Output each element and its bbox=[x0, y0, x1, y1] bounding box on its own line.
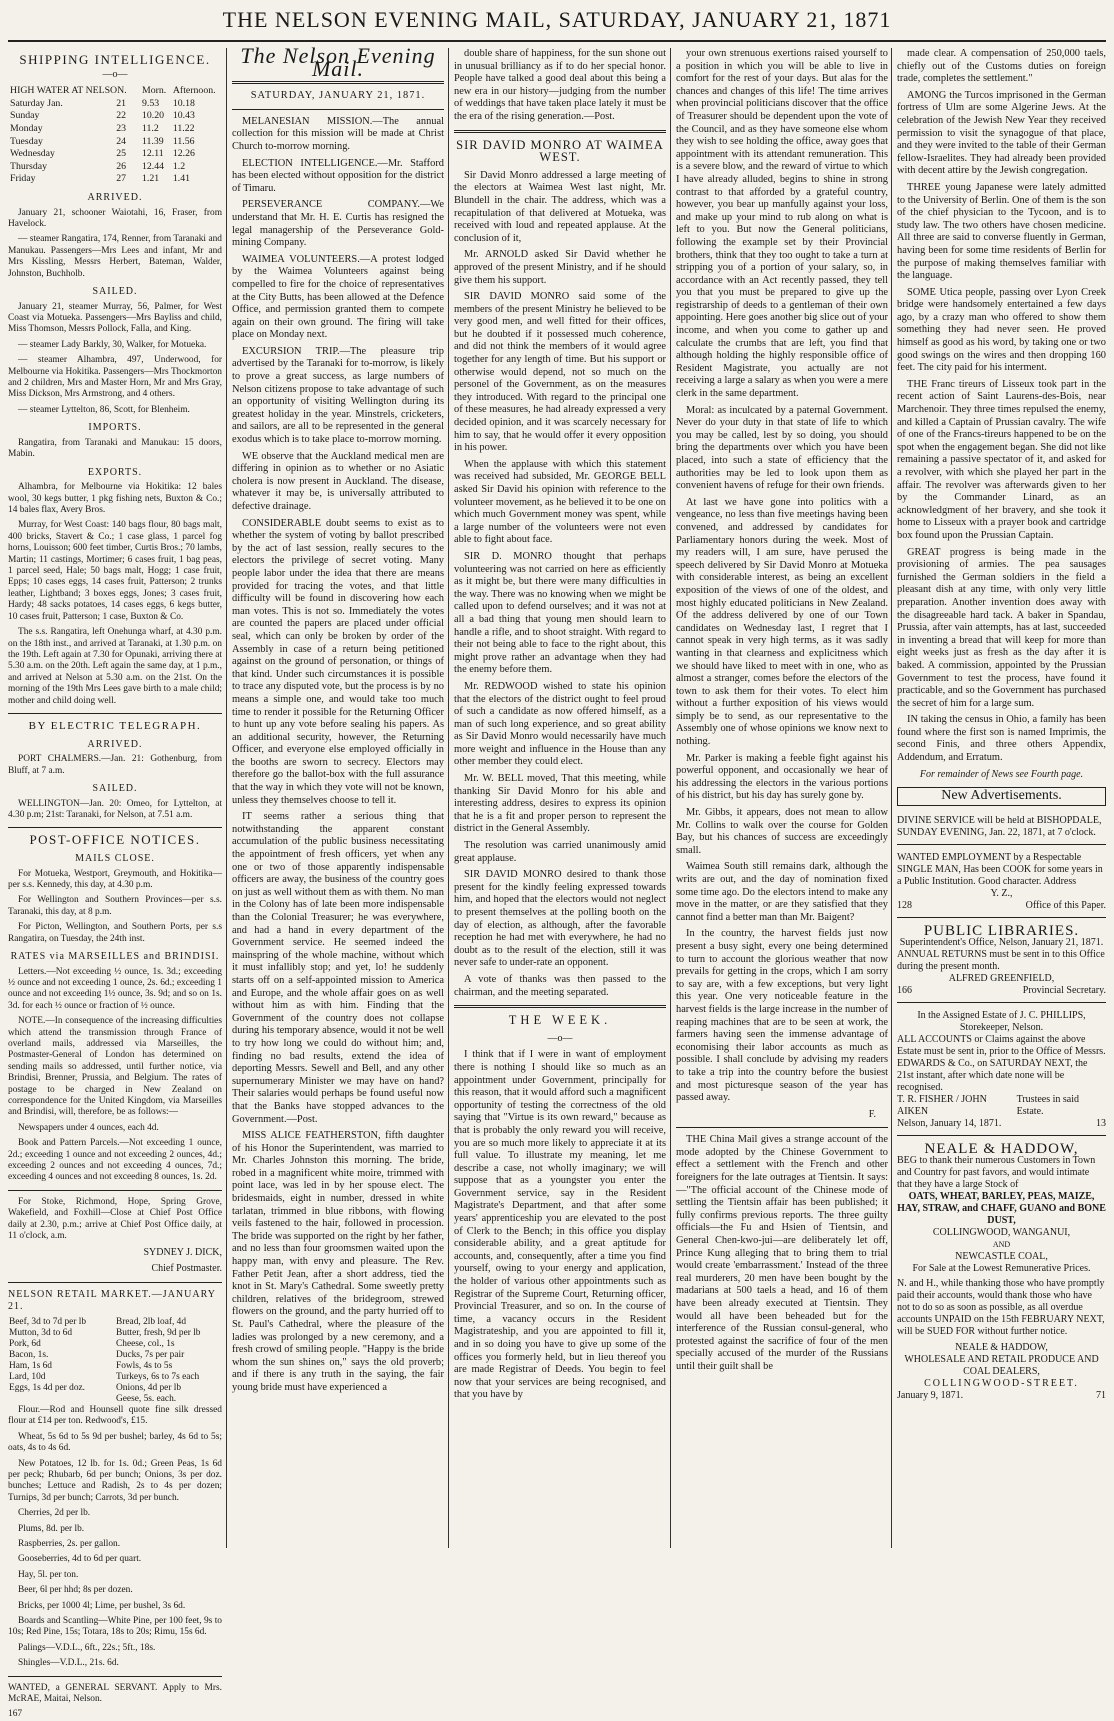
market-title: NELSON RETAIL MARKET.—JANUARY 21. bbox=[8, 1288, 216, 1313]
market-note: Cherries, 2d per lb. bbox=[18, 1508, 91, 1519]
tide-cell: 1.2 bbox=[172, 160, 186, 172]
imports-heading: IMPORTS. bbox=[88, 422, 142, 434]
news-paragraph: THREE young Japanese were lately admitted to the University of Berlin. One of them is the son of the chief physician to the Tycoon, and is to study law. The two others have chosen medicine. All three are said to converse fluently in German, having been for some time residents of Berlin for the purpose of making themselves familiar with the language. bbox=[897, 181, 1106, 282]
ad-address: Y. Z., bbox=[990, 887, 1013, 899]
tide-cell: Tuesday bbox=[10, 135, 43, 147]
export-entry: Murray, for West Coast: 140 bags flour, 80 bags malt, 400 bricks, Stavert & Co.; 1 case glass, 1 parcel fog horns, Louisson; 600 feet timber, Curtis Bros.; 70 lambs, Martin; 11 castings, Mortimer; 6 cases fruit, 1 bag peas, 1 parcel seed, Hale; 50 bags malt, Hogg; 1 case fruit, Epps; 10 cases eggs, 14 cases fruit, Patterson; 2 trunks leather, Lightband; 3 boxes eggs, Jones; 3 cases fruit, Hardy; 48 sacks potatoes, 14 cases eggs, 6 kegs butter, 10 cases fruit, Patterson; 1 case, Buxton & Co. bbox=[8, 520, 222, 622]
monro-paragraph: Mr. ARNOLD asked Sir David whether he approved of the present Ministry, and if he should give them his support. bbox=[454, 249, 666, 286]
news-paragraph: WE observe that the Auckland medical men are differing in opinion as to whether or no Asiatic cholera is now present in Auckland. The disease, whatever it may be, is universally attributed to defective drainage. bbox=[232, 450, 444, 512]
ad-text: ALL ACCOUNTS or Claims against the above Estate must be sent in, prior to the Office of Messrs. EDWARDS & Co., on SATURDAY NEXT, the 21st instant, after which date none will be recognised. bbox=[897, 1033, 1106, 1093]
tide-cell: 12.26 bbox=[172, 148, 195, 160]
column-rule bbox=[670, 48, 671, 1548]
tide-cell: 11.56 bbox=[172, 135, 195, 147]
monro-paragraph: SIR D. MONRO thought that perhaps volunteering was not carried on here as efficiently as it might be, but there were many difficulties in the way. There was no knowing when we might be called upon to defend ourselves; and it was not at all a bad thing that young men should learn to handle a rifle, and to shoot straight. With regard to their not being able to face to the right about, this might prove rather an advantage when they had the enemy before them. bbox=[454, 550, 666, 676]
column-rule bbox=[448, 48, 449, 1548]
market-cell: Lard, 10d bbox=[9, 1371, 46, 1382]
new-advertisements-title: New Advertisements. bbox=[897, 787, 1106, 806]
ad-text: DIVINE SERVICE will be held at BISHOPDALE, SUNDAY EVENING, Jan. 22, 1871, at 7 o'clock. bbox=[897, 814, 1102, 838]
rate-entry: Newspapers under 4 ounces, each 4d. bbox=[18, 1122, 159, 1133]
news-paragraph: WAIMEA VOLUNTEERS.—A protest lodged by the Waimea Volunteers against being compelled to fire for the choice of representatives at the City Butts, has been allowed at the Defence Office, and permission granted them to compete again on their own ground. The firing will take place on Monday next. bbox=[232, 253, 444, 341]
week-paragraph: Mr. Gibbs, it appears, does not mean to allow Mr. Collins to walk over the course for Golden Bay, but his chances of success are exceedingly small. bbox=[676, 807, 888, 856]
news-paragraph: SOME Utica people, passing over Lyon Creek bridge were handsomely entertained a few days ago, by a crazy man who offered to show them something they had never seen. He proved himself as good as his word, by taking one or two good swings on the wires and then dropping 160 feet. The city paid for his interment. bbox=[897, 286, 1106, 374]
ad-trustee-label: Trustees in said Estate. bbox=[1016, 1093, 1080, 1117]
tide-cell: 22 bbox=[116, 110, 126, 122]
ad-footer-trade: WHOLESALE AND RETAIL PRODUCE AND COAL DEALERS, bbox=[904, 1353, 1099, 1377]
monro-paragraph: When the applause with which this statement was received had subsided, Mr. GEORGE BELL asked Sir David his opinion with reference to the volunteer movement, as he believed it to be one on which much Government money was spent, while a large number of the volunteers were not even able to fight about face. bbox=[454, 458, 666, 546]
market-row bbox=[8, 1317, 222, 1328]
arrival-entry: — steamer Rangatira, 174, Renner, from Taranaki and Manukau. Passengers—Mrs Lees and infant, Mr and Mrs Kissling, Messrs Herbert, Bateman, Walder, Johnston, Buchholb. bbox=[8, 234, 222, 279]
ad-notice: N. and H., while thanking those who have promptly paid their accounts, would thank those who have not to do so as soon as possible, as all overdue accounts UNPAID on the 15th FEBRUARY NEXT, will be SUED FOR without further notice. bbox=[897, 1277, 1105, 1337]
news-paragraph: IN taking the census in Ohio, a family has been found where the first son is named Imprimis, the second Finis, and three others Appendix, Addendum, and Erratum. bbox=[897, 714, 1106, 764]
monro-paragraph: Sir David Monro addressed a large meeting of the electors at Waimea West last night, Mr. Blundell in the chair. The address, which was a recapitulation of that delivered at Motueka, was received with loud and repeated applause. At the conclusion of it, bbox=[454, 169, 666, 244]
week-paragraph: Moral: as inculcated by a paternal Government. Never do your duty in that state of life to which you may be called, lest by so doing, you should bring the departments over which you have been placed, into such a state of efficiency that the authorities may be led to look upon them as convenient havens of refuge for their own friends. bbox=[676, 404, 888, 492]
market-row bbox=[8, 1372, 222, 1383]
sailing-entry: — steamer Alhambra, 497, Underwood, for Melbourne via Hokitika. Passengers—Mrs Thockmorton and 2 children, Mrs and Master Horn, Mr and Mrs Gray, Miss Dickson, Mrs Armstrong, and 4 others. bbox=[8, 355, 222, 400]
tide-cell: 10.20 bbox=[141, 110, 165, 122]
post-office-title: POST-OFFICE NOTICES. bbox=[29, 832, 201, 848]
masthead: THE NELSON EVENING MAIL, SATURDAY, JANUARY 21, 1871 bbox=[222, 7, 892, 32]
monro-paragraph: A vote of thanks was then passed to the chairman, and the meeting separated. bbox=[454, 973, 666, 998]
ad-number: 71 bbox=[1096, 1389, 1106, 1401]
tide-cell: 11.2 bbox=[141, 122, 159, 134]
ad-coal: COLLINGWOOD, WANGANUI, bbox=[932, 1226, 1071, 1238]
news-paragraph: MELANESIAN MISSION.—The annual collection for this mission will be made at Christ Church to-morrow morning. bbox=[232, 115, 444, 152]
tel-arrived-heading: ARRIVED. bbox=[87, 738, 143, 750]
tide-cell: 23 bbox=[116, 122, 126, 134]
tide-cell: 11.22 bbox=[172, 122, 195, 134]
tide-cell: 12.11 bbox=[141, 148, 164, 160]
rate-entry: NOTE.—In consequence of the increasing difficulties which attend the transmission through France of overland mails, addressed via Marseilles, the Postmaster-General of London has determined on sending mails so addressed, until further notice, via Brindisi, Brenner, Prussia, and Belgium. The rates of postage to be charged in New Zealand on correspondence for the United Kingdom, via Marseilles and Brindisi, will, therefore, be as follows:— bbox=[8, 1016, 222, 1118]
market-cell: Fowls, 4s to 5s bbox=[116, 1360, 173, 1371]
postmaster-title: Chief Postmaster. bbox=[151, 1263, 222, 1275]
tide-header-cell: HIGH WATER AT NELSON. bbox=[10, 85, 127, 97]
news-paragraph: PERSEVERANCE COMPANY.—We understand that Mr. H. E. Curtis has resigned the legal managership of the Perseverance Gold-mining Company. bbox=[232, 199, 444, 249]
mail-entry: For Motueka, Westport, Greymouth, and Hokitika—per s.s. Kennedy, this day, at 4.30 p.m. bbox=[8, 868, 222, 890]
tide-row bbox=[8, 98, 222, 111]
tel-sailed-heading: SAILED. bbox=[92, 782, 138, 794]
arrived-heading: ARRIVED. bbox=[87, 191, 143, 203]
monro-paragraph: SIR DAVID MONRO desired to thank those present for the kindly feeling expressed towards him, and hoped that the electors would not neglect to present themselves at the polling booth on the day of election, as although, after the favorable reception he had met with everywhere, he had no doubt as to the result of the election, still it was never safe to under-rate an opponent. bbox=[454, 869, 666, 969]
week-paragraph: your own strenuous exertions raised yourself to a position in which you will be able to live in comfort for the rest of your days. But alas for the chances and changes of this life! The time arrives when provincial politicians discover that the office of Treasurer should be dependent upon the vote of the Council, and as they have someone else whom they wish to see holding the office, away goes that appointment with its attendant remuneration. This is a severe blow, and the reward of virtue to which I have already alluded, begins to shine in strong contrast to that afforded by a grateful country, however, you bear up manfully against your loss, and make up your mind to rub along on what is left to you. But now the General politicians, following the example set by their Provincial brothers, think that they too ought to take a turn at stripping you of a portion of your salary, so, in accordance with an Act recently passed, they tell you that you must be prepared to give up the registrarship of deeds to a gentleman of their own appointing. Here goes another big slice out of your income, and when you come to gather up and calculate the crumbs that are left, you find that although holding the highly responsible office of Resident Magistrate, you actually are not receiving a large a salary as when you were a mere clerk in the same department. bbox=[676, 48, 888, 400]
tide-cell: 10.43 bbox=[172, 110, 195, 122]
export-entry: Alhambra, for Melbourne via Hokitika: 12 bales wool, 30 kegs butter, 1 pkg fishing nets, Buxton & Co.; 14 bales flax, Avery Bros. bbox=[8, 482, 222, 516]
servant-ad-number: 167 bbox=[8, 1709, 23, 1720]
paper-title: The Nelson Evening Mail. bbox=[240, 43, 436, 81]
market-row bbox=[8, 1339, 222, 1350]
sailed-heading: SAILED. bbox=[92, 285, 138, 297]
market-note: Gooseberries, 4d to 6d per quart. bbox=[18, 1554, 142, 1565]
rate-entry: Book and Pattern Parcels.—Not exceeding 1 ounce, 2d.; exceeding 1 ounce and not exceeding 2 ounces, 4d.; exceeding 2 ounces and not exceeding 4 ounces, 7d.; exceeding 4 ounces and not exceeding 8 ounces, 1s. 2d. bbox=[8, 1138, 222, 1183]
news-paragraph: THE Franc tireurs of Lisseux took part in the recent action of Saint Laurens-des-Bois, near Marchenoir. They three times repulsed the enemy, and killed a Captain of Prussian cavalry. The wife of one of the Francs-tireurs happened to be on the spot when the engagement began. She did not like remaining a passive spectator of it, and asked for a revolver, with which she played her part in the affair. The revolver was afterwards given to her by the Commander Linard, as an acknowledgment of her bravery, and she took it home to Lisseux with a prayer book and cartridge box found upon the Prussian Captain. bbox=[897, 378, 1106, 541]
rates-heading: RATES via MARSEILLES and BRINDISI. bbox=[10, 950, 220, 962]
market-note: Palings—V.D.L., 6ft., 22s.; 5ft., 18s. bbox=[18, 1642, 156, 1653]
column-1 bbox=[8, 48, 222, 1720]
tide-cell: 9.53 bbox=[141, 97, 160, 109]
mail-entry: For Wellington and Southern Provinces—per s.s. Taranaki, this day, at 8 p.m. bbox=[8, 895, 222, 917]
tel-sailed-text: WELLINGTON—Jan. 20: Omeo, for Lyttelton, at 4.30 p.m; 21st: Taranaki, for Nelson, at 7.51 a.m. bbox=[8, 798, 222, 820]
column-rule bbox=[226, 48, 227, 1548]
market-note: Bricks, per 1000 4l; Lime, per bushel, 3s 6d. bbox=[18, 1600, 186, 1611]
mail-entry: For Picton, Wellington, and Southern Ports, per s.s Rangatira, on Tuesday, the 24th inst. bbox=[8, 922, 222, 944]
column-4 bbox=[676, 48, 888, 1548]
news-paragraph: MISS ALICE FEATHERSTON, fifth daughter of his Honor the Superintendent, was married to Mr. Charles Johnston this morning. The bride, robed in a magnificent white moire, trimmed with point lace, was led in by her spouse elect. The bridesmaids, eight in number, dressed in white tarlatan, trimmed in blue ribbons, with flowing veils fastened to the hair, followed in procession. The bride was supported on the right by her father, and no less than four groomsmen waited upon the happy man, with envy and pleasure. The Rev. Father Petit Jean, after a short address, tied the knot in St. Mary's Cathedral. Some sweetly pretty children, relatives of the bridegroom, strewed flowers on the ground, and the party hurried off to St. Paul's Cathedral, where the pleasure of the ladies was prolonged by a new ceremony, and a fresh crowd of smiling people. "Happy is the bride whom the sun shines on," says the old proverb; and if there is any truth in the saying, the fair young bride must have experienced a bbox=[232, 1130, 444, 1393]
ad-number: 13 bbox=[1096, 1117, 1106, 1129]
tide-row bbox=[8, 148, 222, 161]
column-2 bbox=[232, 43, 444, 1548]
market-cell: Cheese, col., 1s bbox=[116, 1338, 175, 1349]
market-cell: Eggs, 1s 4d per doz. bbox=[9, 1382, 86, 1393]
tide-cell: Monday bbox=[10, 122, 43, 134]
news-paragraph: GREAT progress is being made in the provisioning of armies. The pea sausages furnished the German soldiers in the field a pleasant dish at any time, with only very little preparation. Another invention does away with the disagreeable hard tack. A baker in Spandau, Prussia, after vain attempts, has at last, succeeded in inventing a bread that will keep for more than eight weeks just as fresh as the day after it is baked. A commission, appointed by the Prussian Government to test the process, have found it practicable, and so the Government has purchased the secret of him for a large sum. bbox=[897, 546, 1106, 709]
column-3 bbox=[454, 48, 666, 1548]
week-paragraph: Waimea South still remains dark, although the writs are out, and the day of nomination fixed some time ago. Do the electors intend to make any move in the matter, or are they satisfied that they cannot find a better man than Mr. Baigent? bbox=[676, 861, 888, 923]
ad-goods: OATS, WHEAT, BARLEY, PEAS, MAIZE, HAY, STRAW, and CHAFF, GUANO and BONE DUST, bbox=[897, 1190, 1106, 1226]
ad-heading: In the Assigned Estate of J. C. PHILLIPS, Storekeeper, Nelson. bbox=[917, 1009, 1086, 1033]
tide-row bbox=[8, 123, 222, 136]
ad-date: Nelson, January 14, 1871. bbox=[897, 1117, 1002, 1129]
tide-cell: 25 bbox=[116, 148, 126, 160]
market-cell: Bacon, 1s. bbox=[9, 1349, 49, 1360]
monro-paragraph: Mr. REDWOOD wished to state his opinion that the electors of the district ought to feel proud of such a candidate as now offered himself, as a man of such long experience, and so great ability as Sir David Monro would necessarily have much more weight and influence in the House than any other member they could elect. bbox=[454, 680, 666, 768]
tide-cell: 27 bbox=[116, 173, 126, 185]
ad-title: PUBLIC LIBRARIES. bbox=[923, 922, 1080, 939]
market-cell bbox=[8, 1394, 115, 1405]
market-note: Shingles—V.D.L., 21s. 6d. bbox=[18, 1658, 119, 1669]
week-paragraph: In the country, the harvest fields just now present a busy sight, every one being determined to turn to account the glorious weather that now prevails for getting in the crops, which I am sorry to say are, with a few exceptions, but very light this year. One very noticeable feature in the harvest fields is the large increase in the number of reaping machines that are to be seen at work, the farmers having seen the immense advantage of economising their labor accounts as much as possible. I shall conclude by advising my readers to take a trip into the country before the busiest and most picturesque season of the year has passed away. bbox=[676, 928, 888, 1104]
tide-cell: 24 bbox=[116, 135, 126, 147]
ad-public-libraries bbox=[897, 922, 1106, 1003]
rate-entry: Letters.—Not exceeding ½ ounce, 1s. 3d.; exceeding ½ ounce and not exceeding 1 ounce, 2s. 6d.; exceeding 1 ounce and not exceeding 1½ ounce, 3s. 9d; and so on 1s. 3d. for each ½ ounce or fraction of ½ ounce. bbox=[8, 966, 222, 1011]
ad-text: WANTED EMPLOYMENT by a Respectable SINGLE MAN, Has been COOK for some years in a Public Institution. Good character. Address bbox=[897, 851, 1103, 887]
column-5 bbox=[897, 48, 1106, 1548]
exports-heading: EXPORTS. bbox=[87, 466, 143, 478]
week-paragraph: I think that if I were in want of employment there is nothing I should like so much as an appointment under Government, principally for this reason, that it would afford such a magnificent opportunity of testing the correctness of the old saying that "Virtue is its own reward," because as that is probably the only reward you will receive, you are so much more likely to appreciate it at its full value. To illustrate my meaning, let me describe a case, not wholly imaginary; we will suppose that as a youngster you enter the Government service, say in the Resident Magistrate's Department, and that after some years' apprenticeship you are elevated to the post of Clerk to the Bench; in this office you display considerable ability, and a great aptitude for accounts, and, consequently, after a time you find yourself, owing to your energy and application, the holder of various other appointments such as Registrar of the Supreme Court, Returning officer, Provincial Treasurer, and so on. In the course of time, a vacancy occurs in the Resident Magistrateship, and you are appointed to fill it, and in so doing you have to give up some of the offices you formerly held, but in lieu thereof you are made Registrar of Deeds. You begin to feel now that your services are being recognised, and that you have by bbox=[454, 1049, 666, 1401]
market-note: Beer, 6l per hhd; 8s per dozen. bbox=[18, 1585, 133, 1596]
rangatira-note: The s.s. Rangatira, left Onehunga wharf, at 4.30 p.m. on the 18th inst., and arrived at Taranaki, at 1.30 p.m. on the 19th. Left again at 7.30 for Opunaki, arriving there at 5.30 a.m. on the 20th. Left again the same day, at 1 p.m., and arrived at Nelson at 5.30 a.m. on the 21st. On the morning of the 19th Mrs Lees gave birth to a male child; mother and child doing well. bbox=[8, 627, 222, 706]
ad-wanted-employment bbox=[897, 849, 1106, 918]
monro-paragraph: Mr. W. BELL moved, That this meeting, while thanking Sir David Monro for his able and interesting address, desires to express its opinion that he is a fit and proper person to represent the district in the General Assembly. bbox=[454, 773, 666, 835]
ad-coal: NEWCASTLE COAL, bbox=[955, 1250, 1048, 1262]
divider: —o— bbox=[547, 1032, 573, 1044]
ad-role: Provincial Secretary. bbox=[1022, 984, 1106, 996]
tide-cell: Saturday Jan. bbox=[10, 97, 63, 109]
market-note: Raspberries, 2s. per gallon. bbox=[18, 1538, 121, 1549]
tide-cell: Sunday bbox=[10, 110, 40, 122]
china-paragraph: THE China Mail gives a strange account of the mode adopted by the Chinese Government to effect a settlement with the French and other foreigners for the late outrages at Tientsin. It says:—"The official account of the Chinese mode of settling the Tientsin affair has been published; it fully confirms previous reports. The three guilty officials—the Fu and Hsien of Tientsin, and General Chen-kwo-jui—are deliberately let off, Prince Kung alleging that to bring them to trial would create 'embarrassment.' Instead of the three real murderers, 20 men have been bought by the madarians at 500 taels a head, and 16 of them have been already executed at Tientsin. They would all have been beheaded but for the interference of the Russian consul-general, who protested against the sacrifice of four of the men specially accused of the murder of the Russians until their guilt shall be bbox=[676, 1134, 888, 1372]
masthead-rule bbox=[8, 40, 1106, 42]
tide-cell: 1.21 bbox=[141, 173, 160, 185]
news-paragraph: AMONG the Turcos imprisoned in the German fortress of Ulm are some Algerine Jews. At the celebration of the Jewish New Year they received permission to visit the synagogue of that place, and they were invited to the table of their German fellow-Israelites. They had already been provided with decent attire by the Jewish congregation. bbox=[897, 89, 1106, 177]
market-cell: Butter, fresh, 9d per lb bbox=[116, 1327, 201, 1338]
market-row bbox=[8, 1350, 222, 1361]
tel-arrived-text: PORT CHALMERS.—Jan. 21: Gothenburg, from Bluff, at 7 a.m. bbox=[8, 754, 222, 776]
tide-row bbox=[8, 161, 222, 174]
market-cell: Ham, 1s 6d bbox=[9, 1360, 52, 1371]
ad-date: January 9, 1871. bbox=[897, 1389, 964, 1401]
market-cell: Beef, 3d to 7d per lb bbox=[9, 1316, 87, 1327]
mails-heading: MAILS CLOSE. bbox=[75, 852, 155, 864]
ad-footer-street: COLLINGWOOD-STREET. bbox=[924, 1377, 1079, 1389]
monro-paragraph: SIR DAVID MONRO said some of the members of the present Ministry he believed to be very good men, and well fitted for their offices, but he doubted if it possessed much coherence, and did not think the members of it would agree together for any length of time. But his support or otherwise would depend, not so much on the personel of the Government, as on the measures they introduced. With regard to the principal one of these measures, he had already expressed a very decided opinion, and it was scarcely necessary for him to say, that he would offer it every opposition in his power. bbox=[454, 291, 666, 454]
market-cell: Pork, 6d bbox=[9, 1338, 41, 1349]
ad-text: ANNUAL RETURNS must be sent in to this Office during the present month. bbox=[897, 948, 1105, 972]
week-paragraph: Mr. Parker is making a feeble fight against his powerful opponent, and occasionally we hear of his addressing the electors in the various portions of his district, but his day has surely gone by. bbox=[676, 752, 888, 802]
market-cell: Mutton, 3d to 6d bbox=[9, 1327, 73, 1338]
week-signature: F. bbox=[868, 1108, 876, 1120]
ad-number: 166 bbox=[897, 984, 912, 996]
ad-divine-service bbox=[897, 812, 1106, 845]
tide-cell: Thursday bbox=[10, 160, 48, 172]
dateline: SATURDAY, JANUARY 21, 1871. bbox=[250, 90, 426, 102]
ad-office: Superintendent's Office, Nelson, January 21, 1871. bbox=[899, 936, 1104, 948]
market-row bbox=[8, 1361, 222, 1372]
column-rule bbox=[891, 48, 892, 1548]
sailing-entry: — steamer Lady Barkly, 30, Walker, for Motueka. bbox=[18, 339, 207, 350]
ad-neale-haddow bbox=[897, 1140, 1106, 1407]
news-paragraph: EXCURSION TRIP.—The pleasure trip advertised by the Taranaki for to-morrow, is likely to prove a great success, as large numbers of Nelson citizens propose to take advantage of such an opportunity of visiting Wellington during its greatest holiday in the year. Minstrels, cricketers, and sailors, are all to be represented in the general exodus which is to take place to-morrow morning. bbox=[232, 345, 444, 446]
market-table bbox=[8, 1317, 222, 1405]
tide-row bbox=[8, 136, 222, 149]
market-cell: Bread, 2lb loaf, 4d bbox=[116, 1316, 187, 1327]
tide-cell: 26 bbox=[116, 160, 126, 172]
imports-text: Rangatira, from Taranaki and Manukau: 15 doors, Mabin. bbox=[8, 437, 222, 460]
market-row bbox=[8, 1394, 222, 1405]
tide-cell: 11.39 bbox=[141, 135, 164, 147]
market-note: Wheat, 5s 6d to 5s 9d per bushel; barley, 4s 6d to 5s; oats, 4s to 4s 6d. bbox=[8, 1431, 222, 1454]
market-note: Hay, 5l. per ton. bbox=[18, 1569, 79, 1580]
postmaster-name: SYDNEY J. DICK, bbox=[143, 1246, 222, 1258]
tide-header-cell: Morn. bbox=[141, 85, 167, 97]
tide-cell: 21 bbox=[116, 97, 126, 109]
arrival-entry: January 21, schooner Waiotahi, 16, Fraser, from Havelock. bbox=[8, 207, 222, 229]
tide-table bbox=[8, 85, 222, 186]
ad-footer-name: NEALE & HADDOW, bbox=[955, 1341, 1048, 1353]
tide-cell: Friday bbox=[10, 173, 36, 185]
tide-cell: 10.18 bbox=[172, 97, 195, 109]
tide-header-cell: Afternoon. bbox=[172, 85, 216, 97]
ad-signatory: ALFRED GREENFIELD, bbox=[948, 972, 1055, 984]
ad-and: AND bbox=[992, 1239, 1011, 1249]
news-paragraph: IT seems rather a serious thing that notwithstanding the apparent constant accumulation of the public business necessitating the appointment of fresh officers, yet when any one or two of those apparently indispensable officers are away, the business of the country goes on just as well without them as with them. No man in the Colony has of late been more indispensable than the Colonial Treasurer; he was everywhere, and had a hand in every department of the Government service. He seemed indeed the mainspring of the whole machine, without which it must infallibly stop; and yet, lo! he suddenly starts off on a self-appointed mission to America and Europe, and the whole affair goes on as well without him as with him. Finding that the Government of the country does not collapse during his temporary absence, would it not be well to try how long we could do without him; and, finding no bad results, extend the idea of deporting Messrs. Sewell and Bell, and any other supernumerary Minister we may have on hand? Their salaries would perhaps be found useful now that the Banks have stopped advances to the Government.—Post. bbox=[232, 811, 444, 1125]
sailing-entry: January 21, steamer Murray, 56, Palmer, for West Coast via Motueka. Passengers—Mrs Bayliss and child, Miss Thomson, Messrs Pollock, Falla, and King. bbox=[8, 301, 222, 335]
market-row bbox=[8, 1328, 222, 1339]
market-row bbox=[8, 1383, 222, 1394]
servant-ad: WANTED, a GENERAL SERVANT. Apply to Mrs. McRAE, Maitai, Nelson. bbox=[8, 1682, 222, 1704]
telegraph-title: BY ELECTRIC TELEGRAPH. bbox=[28, 719, 202, 732]
market-note: Boards and Scantling—White Pine, per 100 feet, 9s to 10s; Red Pine, 15s; Totara, 18s to 20s; Rimu, 15s 6d. bbox=[8, 1615, 222, 1638]
news-paragraph: made clear. A compensation of 250,000 taels, chiefly out of the Customs duties on foreign trade, completes the settlement." bbox=[897, 48, 1106, 85]
news-paragraph: double share of happiness, for the sun shone out in unusual brilliancy as if to do her special honor. People have talked a good deal about this being a new era in our history—judging from the number of weddings that have taken place lately it must be the era of the rising generation.—Post. bbox=[454, 48, 666, 122]
tide-header bbox=[8, 85, 222, 98]
tide-row bbox=[8, 173, 222, 186]
ad-title: NEALE & HADDOW, bbox=[924, 1140, 1079, 1157]
ad-text: BEG to thank their numerous Customers in Town and Country for past favors, and would intimate that they have a large Stock of bbox=[897, 1154, 1096, 1190]
ad-trustees: T. R. FISHER / JOHN AIKEN bbox=[897, 1093, 987, 1117]
ad-assigned-estate bbox=[897, 1007, 1106, 1136]
monro-paragraph: The resolution was carried unanimously amid great applause. bbox=[454, 840, 666, 864]
news-paragraph: ELECTION INTELLIGENCE.—Mr. Stafford has been elected without opposition for the district of Timaru. bbox=[232, 157, 444, 194]
shipping-title: SHIPPING INTELLIGENCE. bbox=[19, 52, 211, 67]
tide-cell: 1.41 bbox=[172, 173, 191, 185]
ad-sale: For Sale at the Lowest Remunerative Prices. bbox=[912, 1262, 1091, 1274]
market-cell: Geese, 5s. each. bbox=[116, 1393, 177, 1404]
market-cell: Turkeys, 6s to 7s each bbox=[116, 1371, 200, 1382]
stoke-notice: For Stoke, Richmond, Hope, Spring Grove, Wakefield, and Foxhill—Close at Chief Post Office daily at 2.30, p.m.; arrive at Chief Post Office daily, at 11 o'clock, a.m. bbox=[8, 1196, 222, 1242]
ad-number: 128 bbox=[897, 899, 912, 911]
market-cell: Ducks, 7s per pair bbox=[116, 1349, 185, 1360]
news-paragraph: CONSIDERABLE doubt seems to exist as to whether the system of voting by ballot prescribed by the act of last session, really secures to the electors the privilege of secret voting. Many people labor under the idea that there are means provided for tracing the votes, and that little difficulty will be found in discovering how each man votes. This is not so. Immediately the votes are counted the papers are placed under official seal, which can only be broken by order of the Assembly in case of a return being petitioned against on the ground of personation, or things of that kind. Under such circumstances it is possible to trace any disputed vote, but the process is by no means a simple one, and would take too much time to render it possible for the Returning Officer to hunt up any vote before sealing his papers. As an additional security, however, the Returning Officer, and everyone else employed officially in the booths are sworn to secrecy. Electors may therefore go the ballot-box with the full assurance that the way in which they vote will not be known, unless they themselves choose to tell it. bbox=[232, 517, 444, 806]
market-note: Plums, 8d. per lb. bbox=[18, 1523, 85, 1534]
sailing-entry: — steamer Lyttelton, 86, Scott, for Blenheim. bbox=[18, 404, 190, 415]
market-cell: Onions, 4d per lb bbox=[116, 1382, 182, 1393]
monro-headline: SIR DAVID MONRO AT WAIMEA WEST. bbox=[456, 137, 664, 165]
tide-row bbox=[8, 110, 222, 123]
remainder-note: For remainder of News see Fourth page. bbox=[919, 768, 1084, 780]
week-headline: THE WEEK. bbox=[508, 1013, 612, 1028]
divider: —o— bbox=[102, 68, 128, 80]
tide-cell: 12.44 bbox=[141, 160, 165, 172]
week-paragraph: At last we have gone into politics with a vengeance, no less than five meetings having been convened, and addressed by candidates for Parliamentary honors during the week. Most of my readers will, I am sure, have perused the speech delivered by Sir David Monro at Motueka with considerable interest, as being an excellent exposition of the views of one of the oldest, and most highly educated politicians in New Zealand. Of the address delivered by one of our Town candidates on Wednesday last, I regret that I cannot speak in very high terms, as it was sadly wanting in that clearness and explicitness which we should have liked to meet with in one, who as almost a stranger, comes before the electors of the town to ask them for their votes. To elect him without a further exposition of his views would simply be to send, as our representative to the Assembly one of whose opinions we know next to nothing. bbox=[676, 496, 888, 748]
market-note: Flour.—Rod and Hounsell quote fine silk dressed flour at £14 per ton. Redwood's, £15. bbox=[8, 1404, 222, 1427]
ad-office: Office of this Paper. bbox=[1025, 899, 1106, 911]
market-note: New Potatoes, 12 lb. for 1s. 0d.; Green Peas, 1s 6d per peck; Rhubarb, 6d per bunch; Onions, 3s per doz. bunches; Lettuce and Radish, 2s to 4s per dozen; Turnips, 3d per bunch; Carrots, 3d per bunch. bbox=[8, 1458, 222, 1503]
tide-cell: Wednesday bbox=[10, 148, 55, 160]
